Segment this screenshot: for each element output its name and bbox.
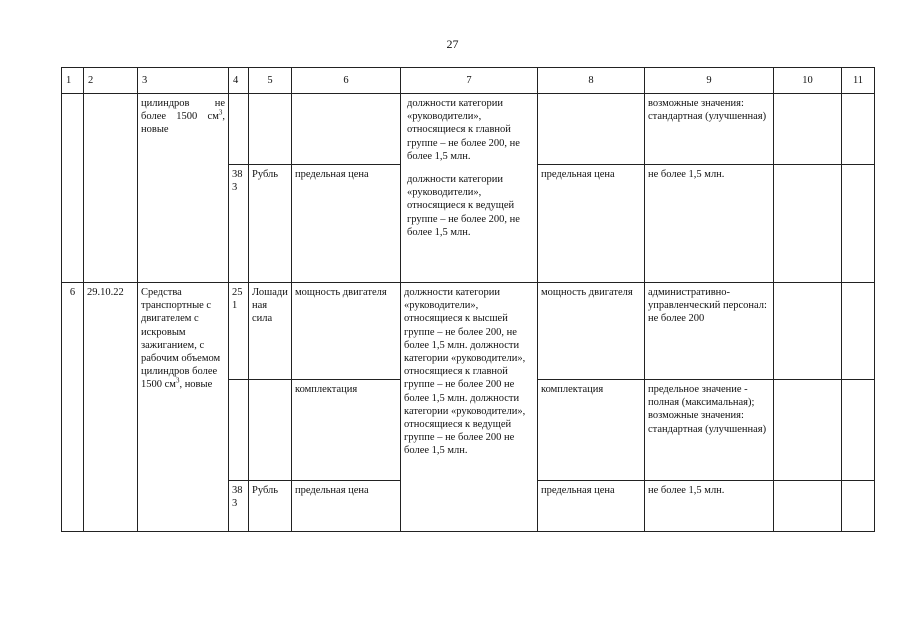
empty-cell: [774, 165, 842, 283]
header-cell: 8: [538, 68, 645, 94]
header-cell: 2: [84, 68, 138, 94]
characteristic: предельная цена: [292, 481, 401, 532]
characteristic: комплектация: [292, 380, 401, 481]
requirements-table: [61, 67, 875, 532]
unit-name: [249, 380, 292, 481]
unit-name: [249, 94, 292, 165]
unit-name: Рубль: [249, 481, 292, 532]
header-cell: 5: [249, 68, 292, 94]
empty-cell: [842, 165, 875, 283]
table-row: [62, 283, 875, 380]
empty-cell: [842, 283, 875, 380]
row-number: [62, 94, 84, 283]
requirement-values: должности категории «руководители», относящиеся к высшей группе – не более 200, не более 1,5 млн. должности категории «руководители», относящиеся к главной группе – не более 200 не более 1,5 млн. должности категории «руководители», относящиеся к ведущей группе – не более 200 не более 1,5 млн.: [401, 283, 538, 532]
characteristic-copy: мощность двигателя: [538, 283, 645, 380]
empty-cell: [842, 94, 875, 165]
characteristic-copy: комплектация: [538, 380, 645, 481]
unit-name: Лошадиная сила: [249, 283, 292, 380]
unit-code: [229, 94, 249, 165]
unit-code: 383: [229, 481, 249, 532]
header-cell: 10: [774, 68, 842, 94]
header-cell: 7: [401, 68, 538, 94]
value: предельное значение - полная (максимальная); возможные значения: стандартная (улучшенная): [645, 380, 774, 481]
header-row: [62, 68, 875, 94]
header-cell: 6: [292, 68, 401, 94]
value: возможные значения: стандартная (улучшенная): [645, 94, 774, 165]
header-cell: 4: [229, 68, 249, 94]
row-date: 29.10.22: [84, 283, 138, 532]
unit-code: 251: [229, 283, 249, 380]
empty-cell: [842, 380, 875, 481]
value: не более 1,5 млн.: [645, 481, 774, 532]
header-cell: 9: [645, 68, 774, 94]
characteristic: [292, 94, 401, 165]
empty-cell: [774, 94, 842, 165]
characteristic: предельная цена: [292, 165, 401, 283]
header-cell: 11: [842, 68, 875, 94]
characteristic-copy: предельная цена: [538, 165, 645, 283]
requirement-values: должности категории «руководители», относящиеся к главной группе – не более 200, не более 1,5 млн. должности категории «руководители», относящиеся к ведущей группе – не более 200, не более 1,5 млн.: [401, 94, 538, 283]
empty-cell: [774, 481, 842, 532]
unit-code: 383: [229, 165, 249, 283]
value: административно-управленческий персонал: не более 200: [645, 283, 774, 380]
page-number: 27: [446, 37, 459, 51]
characteristic-copy: [538, 94, 645, 165]
header-cell: 1: [62, 68, 84, 94]
table-row: [62, 94, 875, 165]
empty-cell: [774, 283, 842, 380]
value: не более 1,5 млн.: [645, 165, 774, 283]
header-cell: 3: [138, 68, 229, 94]
row-number: 6: [62, 283, 84, 532]
item-name: цилиндров не более 1500 $см^3$, новые: [138, 94, 229, 283]
characteristic-copy: предельная цена: [538, 481, 645, 532]
row-date: [84, 94, 138, 283]
item-name: Средства транспортные с двигателем с искровым зажиганием, с рабочим объемом цилиндров более 1500 $см^3$, новые: [138, 283, 229, 532]
unit-code: [229, 380, 249, 481]
unit-name: Рубль: [249, 165, 292, 283]
empty-cell: [842, 481, 875, 532]
characteristic: мощность двигателя: [292, 283, 401, 380]
empty-cell: [774, 380, 842, 481]
